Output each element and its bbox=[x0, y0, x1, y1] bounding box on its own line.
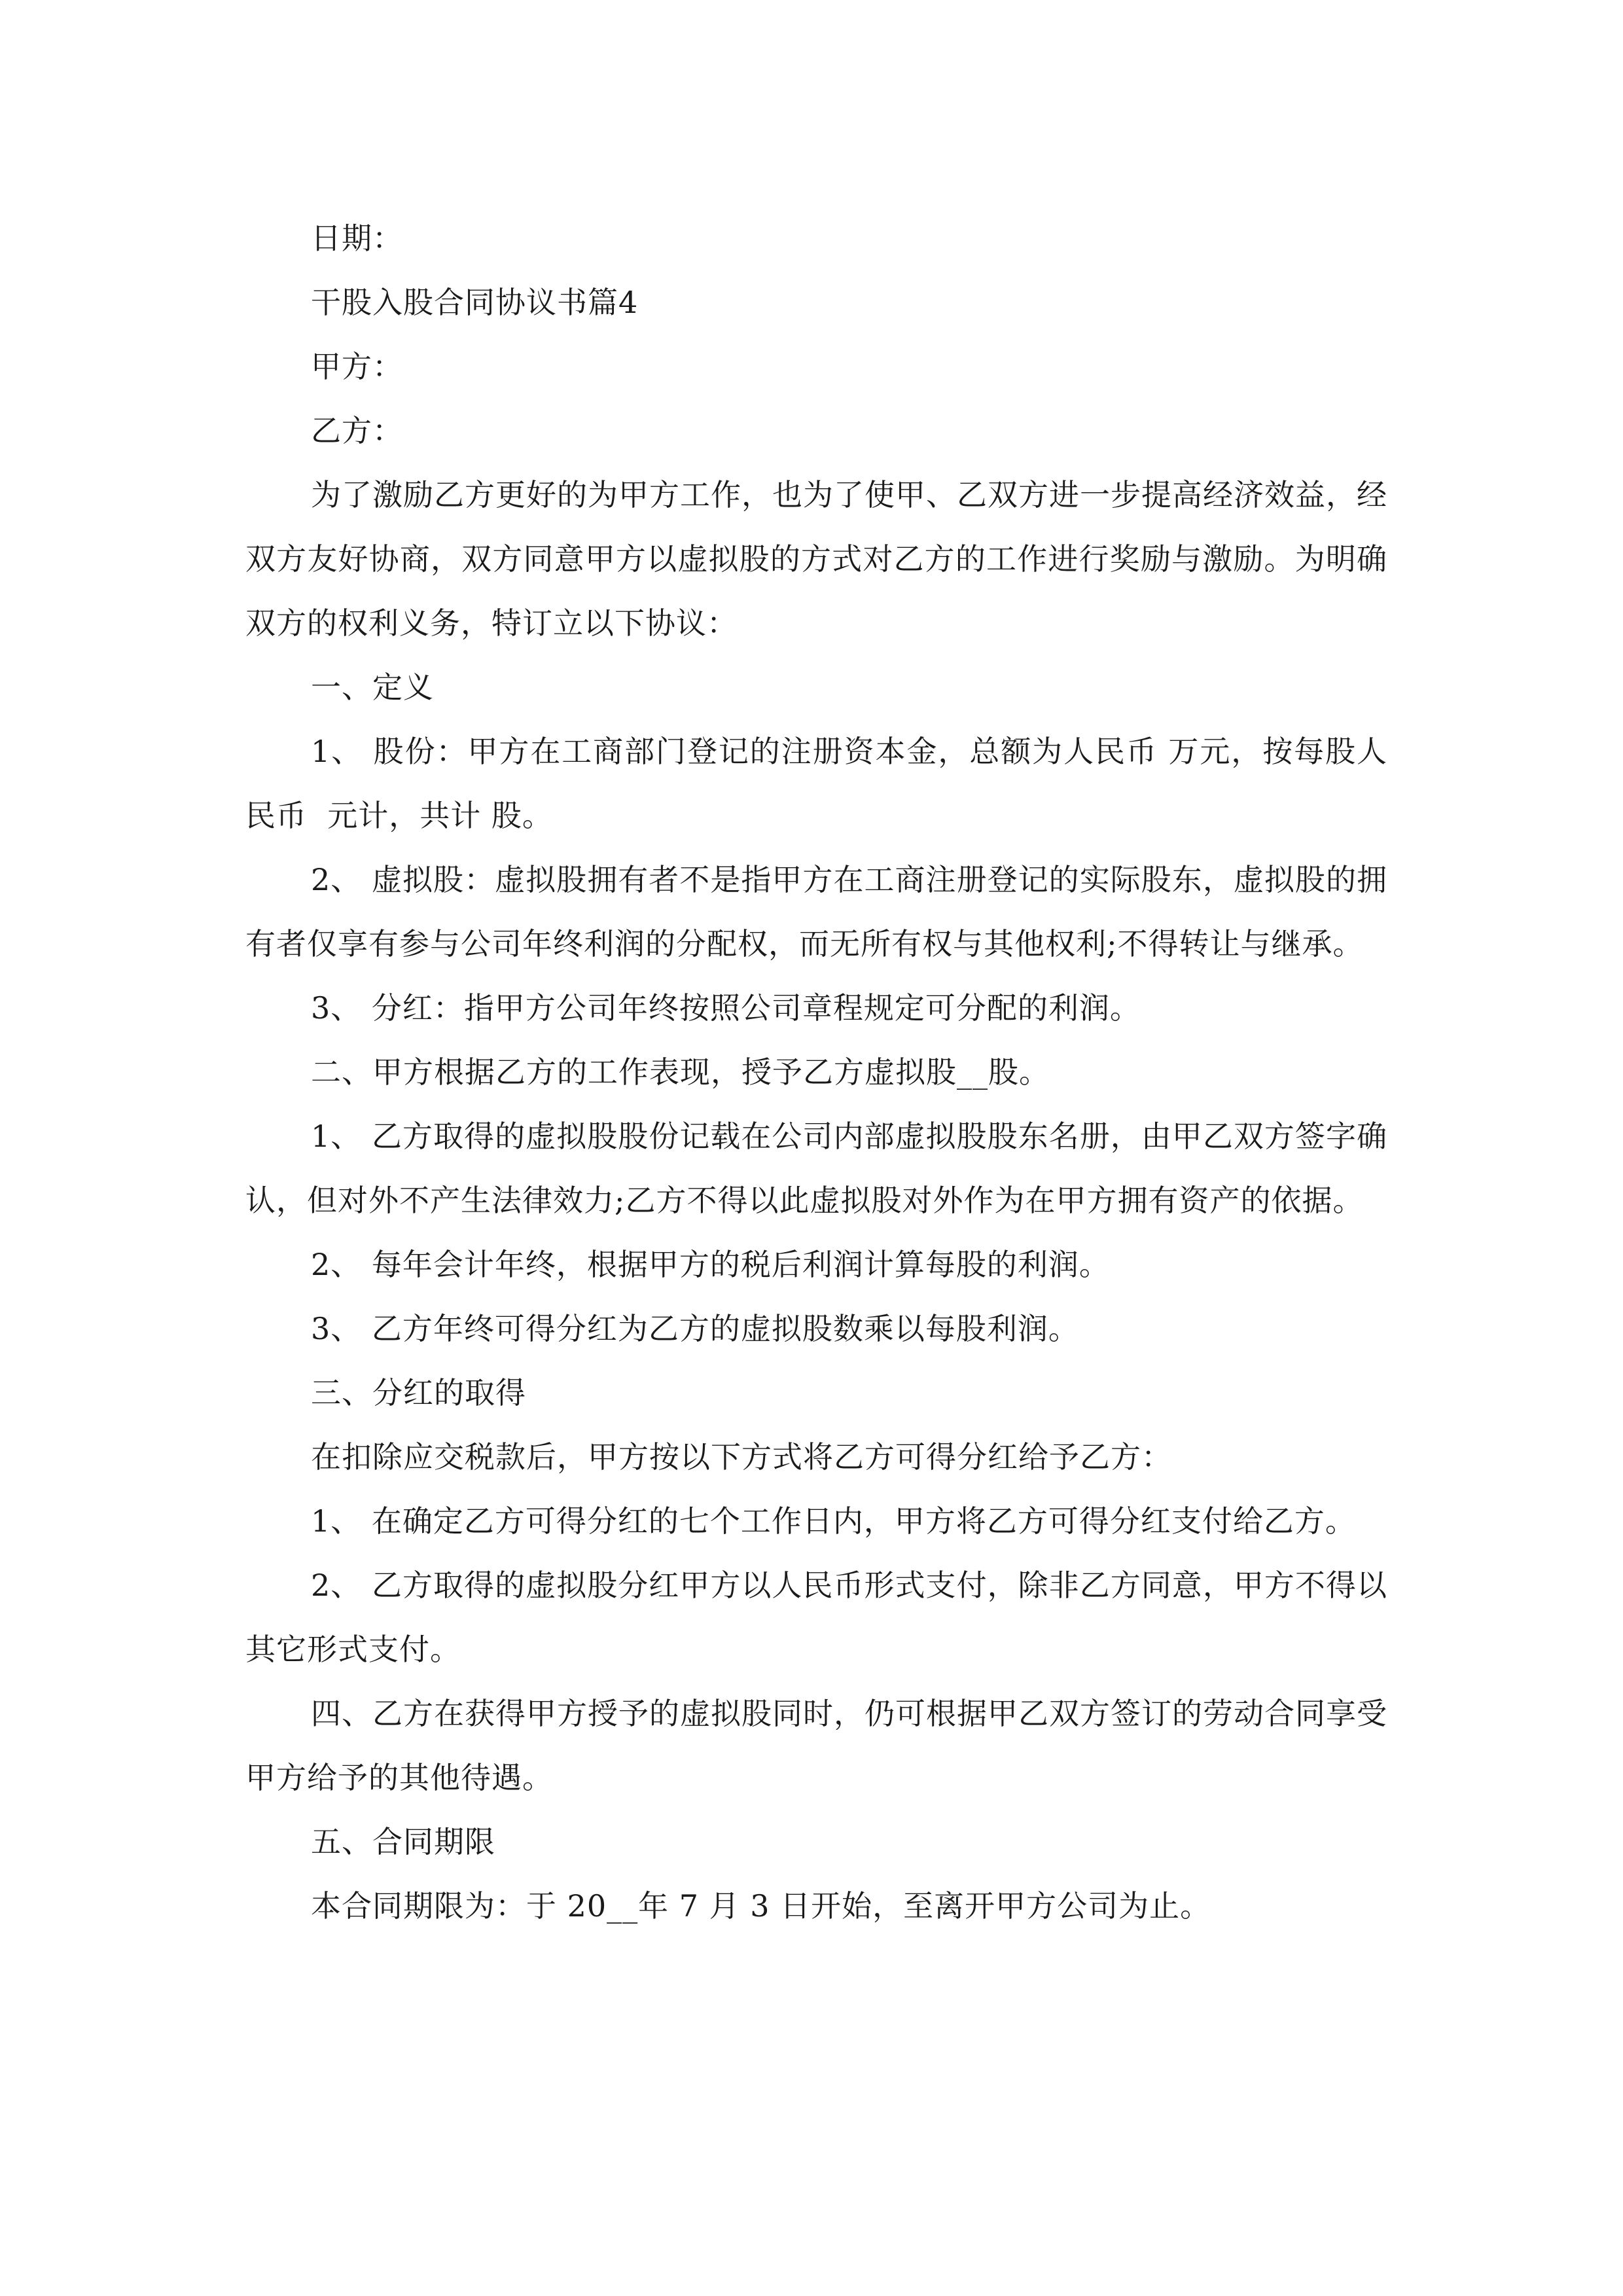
heading-grant: 二、甲方根据乙方的工作表现，授予乙方虚拟股__股。 bbox=[311, 1054, 1050, 1090]
date-line: 日期： bbox=[311, 221, 403, 256]
party-a-line: 甲方： bbox=[311, 349, 403, 384]
heading-definitions: 一、定义 bbox=[311, 670, 434, 705]
document-body bbox=[245, 206, 1387, 1938]
preamble-paragraph: 为了激励乙方更好的为甲方工作，也为了使甲、乙双方进一步提高经济效益，经双方友好协商，双方同意甲方以虚拟股的方式对乙方的工作进行奖励与激励。为明确双方的权利义务，特订立以下协议： bbox=[245, 477, 1387, 641]
party-b-line: 乙方： bbox=[311, 413, 403, 448]
section-title: 干股入股合同协议书篇4 bbox=[311, 285, 639, 320]
clause-dividend: 3、 分红：指甲方公司年终按照公司章程规定可分配的利润。 bbox=[311, 990, 1141, 1026]
heading-dividend-acquisition: 三、分红的取得 bbox=[311, 1375, 526, 1410]
clause-annual-profit: 2、 每年会计年终，根据甲方的税后利润计算每股的利润。 bbox=[311, 1247, 1110, 1282]
clause-shares: 1、 股份：甲方在工商部门登记的注册资本金，总额为人民币 万元，按每股人民币 元计，共计 股。 bbox=[245, 734, 1387, 833]
clause-payment-form: 2、 乙方取得的虚拟股分红甲方以人民币形式支付，除非乙方同意，甲方不得以其它形式支付。 bbox=[245, 1568, 1387, 1667]
clause-register: 1、 乙方取得的虚拟股股份记载在公司内部虚拟股股东名册，由甲乙双方签字确认，但对外不产生法律效力;乙方不得以此虚拟股对外作为在甲方拥有资产的依据。 bbox=[245, 1119, 1387, 1218]
clause-dividend-calc: 3、 乙方年终可得分红为乙方的虚拟股数乘以每股利润。 bbox=[311, 1311, 1079, 1346]
clause-other-benefits: 四、乙方在获得甲方授予的虚拟股同时，仍可根据甲乙双方签订的劳动合同享受甲方给予的其他待遇。 bbox=[245, 1696, 1387, 1795]
clause-payment-timing: 1、 在确定乙方可得分红的七个工作日内，甲方将乙方可得分红支付给乙方。 bbox=[311, 1503, 1356, 1539]
clause-virtual-shares: 2、 虚拟股：虚拟股拥有者不是指甲方在工商注册登记的实际股东，虚拟股的拥有者仅享有参与公司年终利润的分配权，而无所有权与其他权利;不得转让与继承。 bbox=[245, 862, 1387, 961]
heading-term: 五、合同期限 bbox=[311, 1824, 495, 1859]
dividend-intro: 在扣除应交税款后，甲方按以下方式将乙方可得分红给予乙方： bbox=[311, 1439, 1172, 1475]
clause-term: 本合同期限为：于 20__年 7 月 3 日开始，至离开甲方公司为止。 bbox=[311, 1888, 1211, 1924]
